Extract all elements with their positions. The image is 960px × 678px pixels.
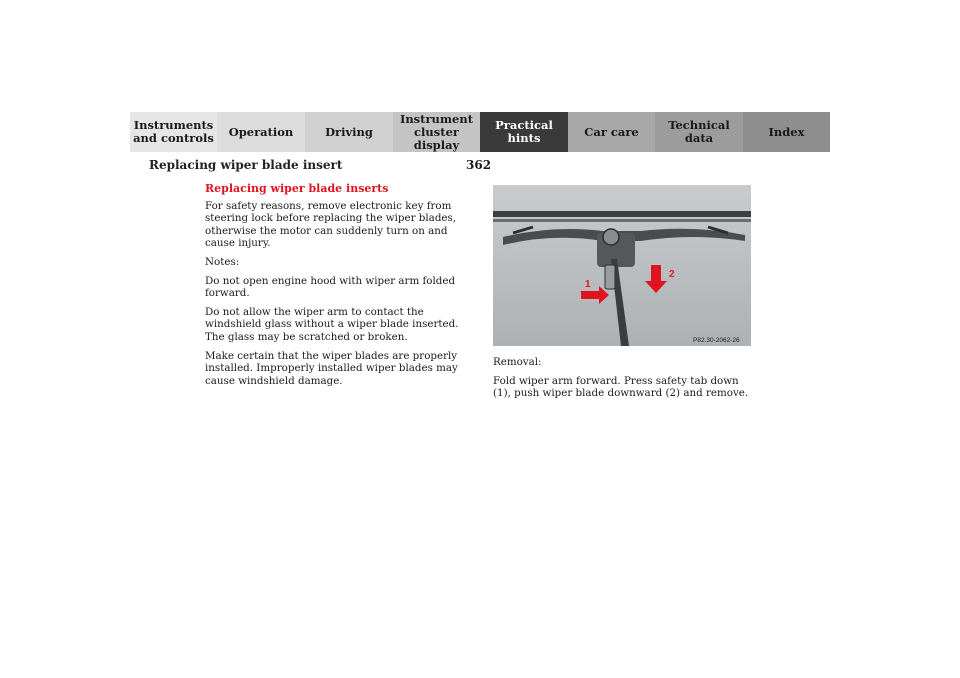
tab-instruments-and-controls[interactable]: Instruments and controls: [130, 112, 217, 152]
callout-1: 1: [585, 279, 591, 290]
pivot-bolt: [603, 229, 619, 245]
safety-tab: [605, 265, 615, 289]
safety-paragraph: For safety reasons, remove electronic key from steering lock before replacing the wiper blades, otherwise the motor can suddenly turn on and cause injury.: [205, 199, 457, 250]
notes-label: Notes:: [205, 255, 240, 268]
section-heading: Replacing wiper blade inserts: [205, 182, 389, 195]
tab-practical-hints[interactable]: Practical hints: [480, 112, 568, 152]
tab-technical-data[interactable]: Technical data: [655, 112, 743, 152]
callout-2: 2: [669, 269, 675, 280]
wiper-blade-illustration: [493, 185, 751, 346]
tab-index[interactable]: Index: [743, 112, 830, 152]
tab-instrument-cluster-display[interactable]: Instrument cluster display: [393, 112, 480, 152]
removal-column: [493, 356, 758, 406]
wiper-diagram: [493, 185, 751, 346]
instructions-column: [205, 183, 470, 393]
tab-operation[interactable]: Operation: [217, 112, 305, 152]
note-engine-hood: Do not open engine hood with wiper arm folded forward.: [205, 274, 456, 300]
page-title: Replacing wiper blade insert: [149, 158, 343, 172]
blade-rail-bottom: [493, 219, 751, 222]
figure-code: P82.30-2062-26: [693, 337, 740, 344]
removal-text: Fold wiper arm forward. Press safety tab down (1), push wiper blade downward (2) and remove.: [493, 374, 749, 400]
tab-driving[interactable]: Driving: [305, 112, 393, 152]
removal-label: Removal:: [493, 356, 542, 368]
note-proper-installation: Make certain that the wiper blades are properly installed. Improperly installed wiper blades may cause windshield damage.: [205, 349, 458, 387]
page-number: 362: [466, 158, 492, 172]
tab-car-care[interactable]: Car care: [568, 112, 655, 152]
blade-rail-top: [493, 211, 751, 217]
note-wiper-arm-contact: Do not allow the wiper arm to contact the windshield glass without a wiper blade inserted. The glass may be scratched or broken.: [205, 305, 459, 343]
chapter-tabs: [130, 112, 830, 152]
